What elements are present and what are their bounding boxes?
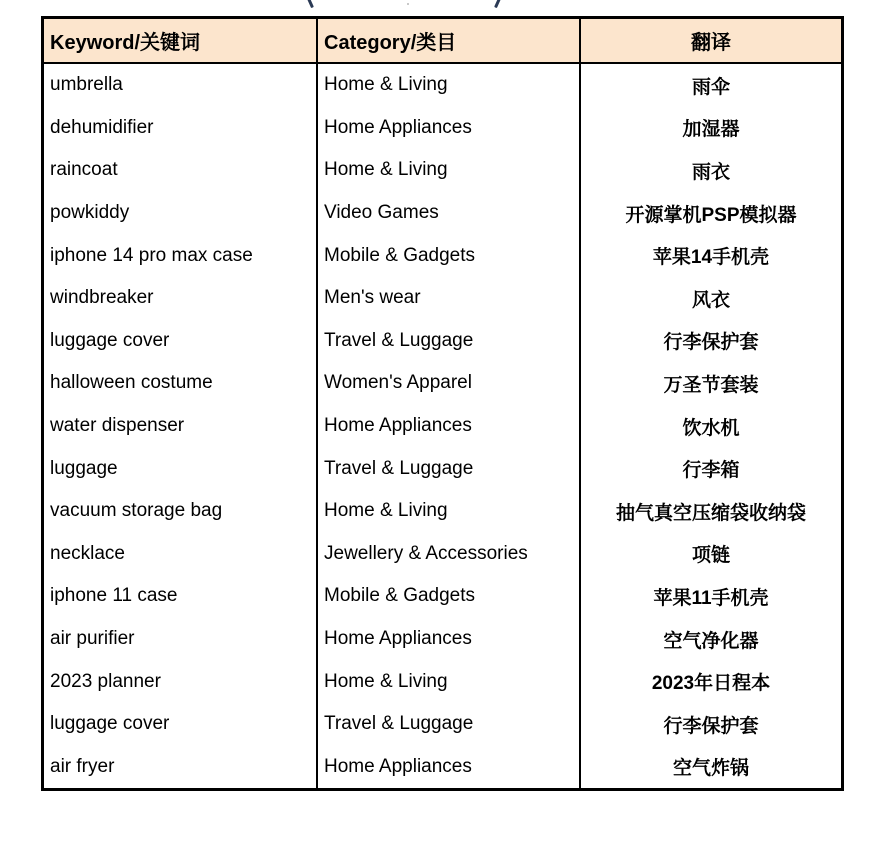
table-row: [44, 660, 841, 703]
cell-category: Men's wear: [316, 277, 579, 320]
cropped-text-fragment: [407, 3, 409, 5]
cell-translation: 空气炸锅: [579, 746, 841, 789]
cell-translation: 空气净化器: [579, 618, 841, 661]
table-row: [44, 64, 841, 107]
cell-keyword: iphone 14 pro max case: [50, 244, 253, 266]
cell-keyword: vacuum storage bag: [50, 500, 223, 522]
table-row: [44, 405, 841, 448]
cell-translation: 项链: [579, 533, 841, 576]
cell-translation: 行李保护套: [579, 703, 841, 746]
cell-keyword: water dispenser: [50, 415, 185, 437]
cell-translation: 万圣节套装: [579, 362, 841, 405]
cell-keyword: raincoat: [50, 159, 118, 181]
table-row: [44, 533, 841, 576]
cell-category: Video Games: [316, 192, 579, 235]
table-row: [44, 703, 841, 746]
cell-category: Travel & Luggage: [316, 703, 579, 746]
table-row: [44, 277, 841, 320]
cell-keyword: necklace: [50, 542, 125, 564]
cell-translation: 风衣: [579, 277, 841, 320]
cell-keyword: 2023 planner: [50, 670, 161, 692]
cell-translation: 2023年日程本: [579, 660, 841, 703]
cell-keyword: luggage cover: [50, 329, 170, 351]
cropped-close-paren-fragment: [494, 0, 501, 8]
table-row: [44, 575, 841, 618]
column-header-translation: 翻译: [579, 19, 841, 62]
cell-keyword: halloween costume: [50, 372, 213, 394]
cell-translation: 苹果11手机壳: [579, 575, 841, 618]
table-row: [44, 149, 841, 192]
keyword-translation-table: [41, 16, 844, 791]
table-row: [44, 490, 841, 533]
table-header-row: [44, 19, 841, 64]
table-row: [44, 618, 841, 661]
cropped-open-paren-fragment: [307, 0, 314, 8]
cell-keyword: umbrella: [50, 74, 123, 96]
cell-category: Home Appliances: [316, 405, 579, 448]
cell-keyword: powkiddy: [50, 202, 130, 224]
cell-category: Mobile & Gadgets: [316, 575, 579, 618]
cell-keyword: luggage cover: [50, 713, 170, 735]
cell-category: Home & Living: [316, 64, 579, 107]
cell-translation: 行李箱: [579, 447, 841, 490]
cell-keyword: air purifier: [50, 628, 135, 650]
cell-category: Home Appliances: [316, 618, 579, 661]
cell-keyword: windbreaker: [50, 287, 154, 309]
cell-translation: 抽气真空压缩袋收纳袋: [579, 490, 841, 533]
cell-translation: 苹果14手机壳: [579, 234, 841, 277]
table-row: [44, 362, 841, 405]
cell-category: Home & Living: [316, 660, 579, 703]
cell-translation: 雨衣: [579, 149, 841, 192]
table-row: [44, 447, 841, 490]
column-header-keyword: Keyword/关键词: [50, 32, 201, 54]
cell-keyword: luggage: [50, 457, 118, 479]
table-row: [44, 234, 841, 277]
table-row: [44, 107, 841, 150]
cell-translation: 雨伞: [579, 64, 841, 107]
cell-category: Travel & Luggage: [316, 447, 579, 490]
cell-translation: 行李保护套: [579, 320, 841, 363]
column-header-category: Category/类目: [316, 19, 579, 62]
cell-category: Home Appliances: [316, 746, 579, 789]
cell-category: Travel & Luggage: [316, 320, 579, 363]
cell-translation: 加湿器: [579, 107, 841, 150]
table-row: [44, 320, 841, 363]
table-body: [44, 64, 841, 788]
cell-category: Home & Living: [316, 149, 579, 192]
table-row: [44, 192, 841, 235]
cell-translation: 开源掌机PSP模拟器: [579, 192, 841, 235]
cell-keyword: dehumidifier: [50, 116, 154, 138]
cell-category: Mobile & Gadgets: [316, 234, 579, 277]
cell-keyword: iphone 11 case: [50, 585, 178, 607]
cell-category: Women's Apparel: [316, 362, 579, 405]
table-row: [44, 746, 841, 789]
cell-category: Home & Living: [316, 490, 579, 533]
cell-category: Jewellery & Accessories: [316, 533, 579, 576]
cell-category: Home Appliances: [316, 107, 579, 150]
cell-keyword: air fryer: [50, 755, 115, 777]
cell-translation: 饮水机: [579, 405, 841, 448]
